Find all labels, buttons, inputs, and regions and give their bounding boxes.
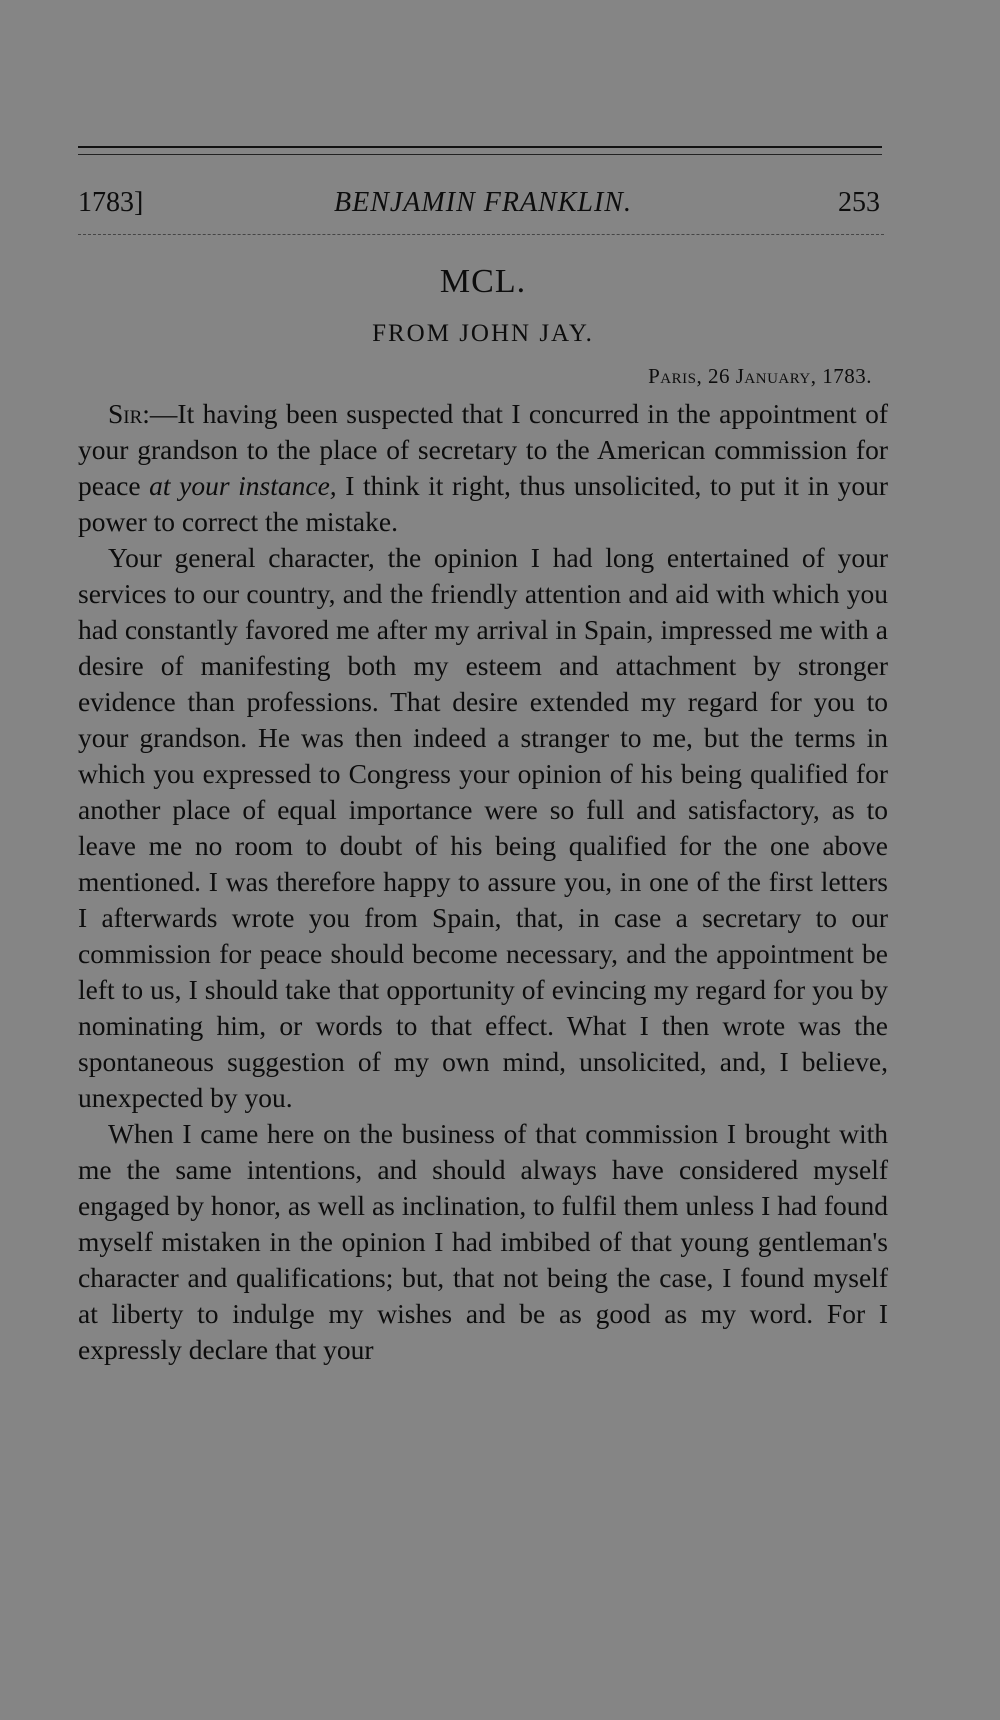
running-head-year: 1783] [78, 187, 144, 218]
book-page [78, 0, 888, 1720]
top-rule [78, 146, 882, 148]
paragraph-1 [78, 396, 888, 540]
header-rule [78, 234, 884, 235]
paragraph-1-text-a: :—It having been suspected that I concurred in the appointment of your grandson to the place of secretary to the American commission for peace [78, 398, 888, 501]
running-head-title: BENJAMIN FRANKLIN. [334, 187, 632, 218]
letter-dateline: Paris, 26 January, 1783. [648, 364, 872, 388]
salutation: Sir [108, 398, 143, 429]
letter-from: FROM JOHN JAY. [372, 320, 594, 347]
letter-number: MCL. [439, 263, 527, 300]
running-head [78, 186, 888, 220]
paragraph-1-italic: at your instance, [149, 470, 337, 501]
page-number: 253 [838, 187, 880, 218]
paragraph-1-text-b: I think it right, thus unsolicited, to put it in your power to correct the mistake. [78, 470, 888, 537]
paragraph-2: Your general character, the opinion I had long entertained of your services to our country, and the friendly attention and aid with which you had constantly favored me after my arrival in Spain, impressed me with a desire of manifesting both my esteem and attachment by stronger evidence than professions. That desire extended my regard for you to your grandson. He was then indeed a stranger to me, but the terms in which you expressed to Congress your opinion of his being qualified for another place of equal importance were so full and satisfactory, as to leave me no room to doubt of his being qualified for the one above mentioned. I was therefore happy to assure you, in one of the first letters I afterwards wrote you from Spain, that, in case a secretary to our commission for peace should become necessary, and the appointment be left to us, I should take that opportunity of evincing my regard for you by nominating him, or words to that effect. What I then wrote was the spontaneous suggestion of my own mind, unsolicited, and, I believe, unexpected by you. [78, 542, 888, 1113]
paragraph-3: When I came here on the business of that commission I brought with me the same intentions, and should always have considered myself engaged by honor, as well as inclination, to fulfil them unless I had found myself mistaken in the opinion I had imbibed of that young gentleman's character and qualifications; but, that not being the case, I found myself at liberty to indulge my wishes and be as good as my word. For I expressly declare that your [78, 1118, 888, 1365]
top-rule-thin [78, 154, 882, 155]
letter-body [78, 396, 888, 1368]
